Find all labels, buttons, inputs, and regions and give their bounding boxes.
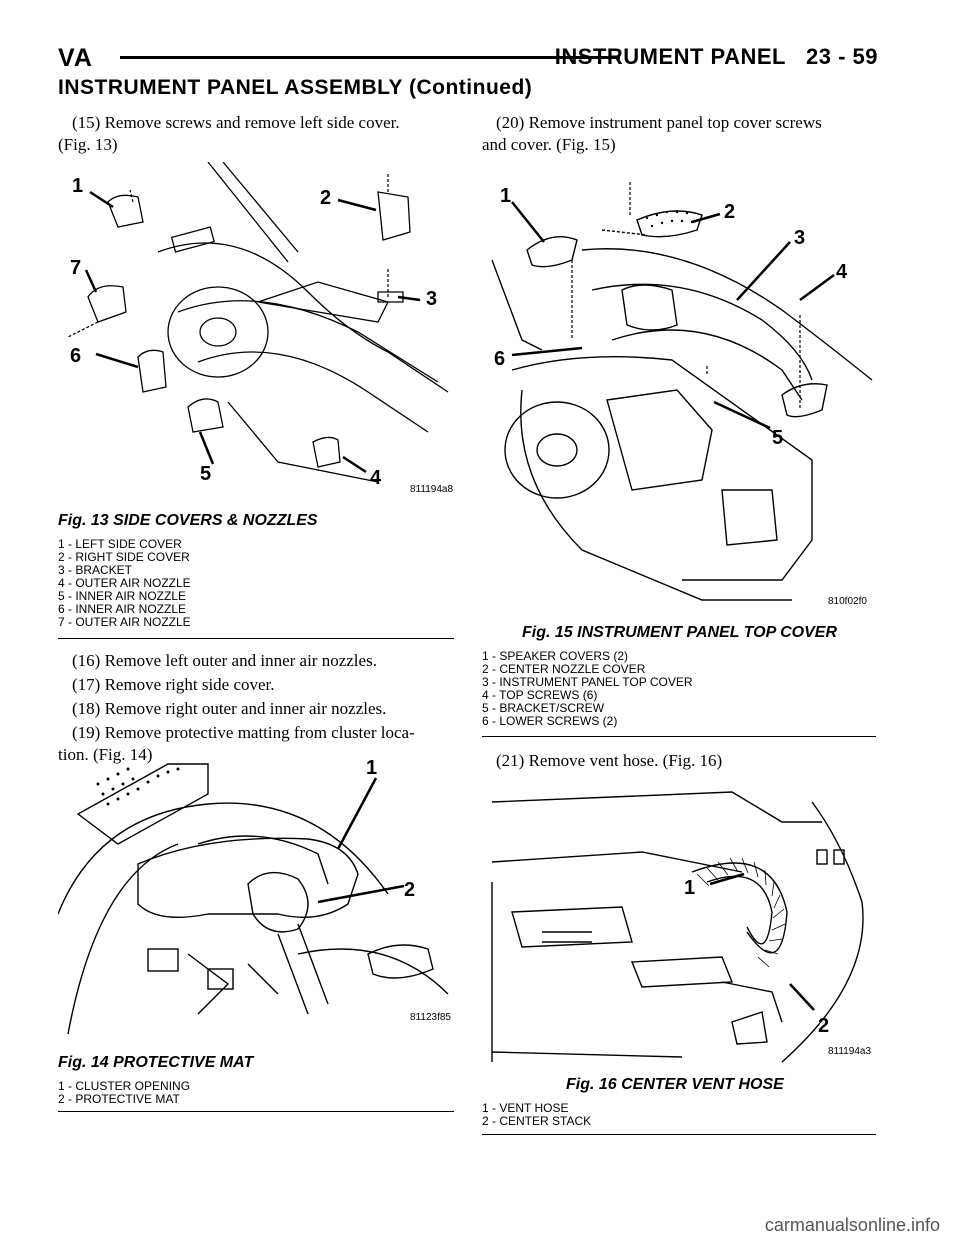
step-19-line-2: tion. (Fig. 14): [58, 745, 153, 764]
fig13-callout-7: 7: [70, 257, 82, 279]
fig13-callout-1: 1: [72, 175, 84, 197]
fig15-callout-2: 2: [724, 201, 736, 223]
fig13-legend-item: 7 - OUTER AIR NOZZLE: [58, 615, 191, 629]
fig14-callout-1: 1: [366, 757, 378, 779]
fig16-legend-item: 1 - VENT HOSE: [482, 1101, 569, 1115]
fig15-code: 810f02f0: [828, 596, 867, 607]
fig13-legend: [58, 538, 191, 629]
fig13-code: 811194a8: [410, 484, 454, 495]
fig16-legend: [482, 1102, 591, 1128]
page-number: 23 - 59: [806, 44, 878, 69]
fig13-callout-2: 2: [320, 187, 332, 209]
fig14-code: 81123f85: [410, 1012, 451, 1023]
fig14-legend-item: 1 - CLUSTER OPENING: [58, 1079, 191, 1093]
section-title: INSTRUMENT PANEL ASSEMBLY (Continued): [58, 76, 533, 99]
fig14-bottom-rule: [58, 1111, 454, 1112]
step-18: (18) Remove right outer and inner air nozzles.: [72, 699, 387, 718]
watermark[interactable]: carmanualsonline.info: [764, 1215, 940, 1235]
step-21: (21) Remove vent hose. (Fig. 16): [496, 751, 723, 770]
fig13-legend-item: 5 - INNER AIR NOZZLE: [58, 589, 187, 603]
fig13-illustration: [58, 162, 454, 506]
fig16-caption: Fig. 16 CENTER VENT HOSE: [566, 1076, 784, 1093]
fig15-callout-3: 3: [794, 227, 806, 249]
fig15-callout-6: 6: [494, 348, 506, 370]
fig15-legend-item: 1 - SPEAKER COVERS (2): [482, 649, 629, 663]
step-19-line-1: (19) Remove protective matting from cluster loca-: [72, 723, 415, 742]
fig13-legend-item: 6 - INNER AIR NOZZLE: [58, 602, 187, 616]
step-16: (16) Remove left outer and inner air nozzles.: [72, 651, 377, 670]
fig13-callout-6: 6: [70, 345, 82, 367]
header-title: INSTRUMENT PANEL: [554, 44, 786, 69]
fig14-illustration: [58, 754, 454, 1050]
fig15-bottom-rule: [482, 736, 876, 737]
fig13-legend-item: 2 - RIGHT SIDE COVER: [58, 550, 190, 564]
fig16-code: 811194a3: [828, 1046, 872, 1057]
step-15-line-2: (Fig. 13): [58, 135, 118, 154]
steps-16-18: [58, 650, 454, 766]
fig15-legend-item: 2 - CENTER NOZZLE COVER: [482, 662, 646, 676]
fig16-callout-1: 1: [684, 877, 696, 899]
step-15-line-1: (15) Remove screws and remove left side cover.: [72, 113, 400, 132]
fig13-legend-item: 4 - OUTER AIR NOZZLE: [58, 576, 191, 590]
header-rule: [120, 56, 620, 59]
fig15-legend-item: 4 - TOP SCREWS (6): [482, 688, 598, 702]
step-20-line-1: (20) Remove instrument panel top cover screws: [496, 113, 822, 132]
fig14-caption: Fig. 14 PROTECTIVE MAT: [58, 1054, 254, 1071]
fig15-callout-4: 4: [836, 261, 848, 283]
fig13-legend-item: 1 - LEFT SIDE COVER: [58, 537, 182, 551]
fig15-legend: [482, 650, 693, 728]
header-section-code: VA: [58, 44, 93, 72]
step-15: [58, 112, 454, 156]
fig14-legend-item: 2 - PROTECTIVE MAT: [58, 1092, 180, 1106]
fig15-legend-item: 6 - LOWER SCREWS (2): [482, 714, 618, 728]
fig13-legend-item: 3 - BRACKET: [58, 563, 133, 577]
step-17: (17) Remove right side cover.: [72, 675, 275, 694]
fig13-caption: Fig. 13 SIDE COVERS & NOZZLES: [58, 512, 318, 529]
step-20-line-2: and cover. (Fig. 15): [482, 135, 616, 154]
fig14-callout-2: 2: [404, 879, 416, 901]
fig15-callout-1: 1: [500, 185, 512, 207]
fig16-callout-2: 2: [818, 1015, 830, 1037]
fig15-illustration: [482, 160, 880, 620]
fig13-bottom-rule: [58, 638, 454, 639]
fig16-bottom-rule: [482, 1134, 876, 1135]
fig13-callout-4: 4: [370, 467, 382, 489]
fig15-caption: Fig. 15 INSTRUMENT PANEL TOP COVER: [522, 624, 837, 641]
fig15-callout-5: 5: [772, 427, 784, 449]
step-20: [482, 112, 880, 156]
fig15-legend-item: 3 - INSTRUMENT PANEL TOP COVER: [482, 675, 693, 689]
fig16-legend-item: 2 - CENTER STACK: [482, 1114, 592, 1128]
fig15-legend-item: 5 - BRACKET/SCREW: [482, 701, 605, 715]
header-right: [555, 44, 878, 70]
fig13-callout-3: 3: [426, 288, 438, 310]
fig13-callout-5: 5: [200, 463, 212, 485]
fig16-illustration: [482, 782, 880, 1072]
fig14-legend: [58, 1080, 190, 1106]
